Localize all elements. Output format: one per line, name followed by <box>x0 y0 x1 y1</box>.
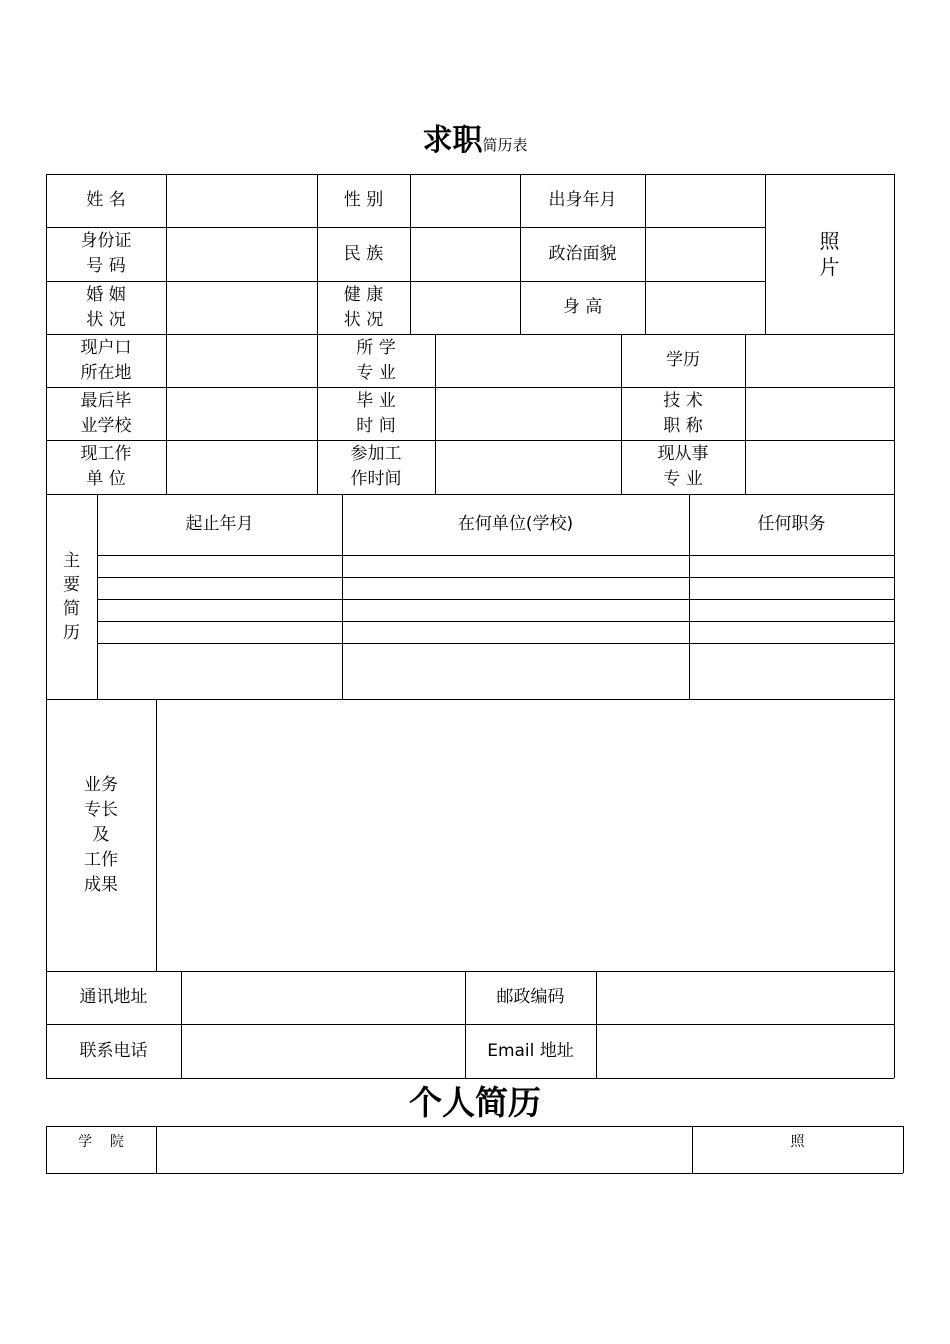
label-work-start: 参加工 作时间 <box>350 444 402 489</box>
grid-line <box>903 1126 904 1173</box>
label-ethnic: 民 族 <box>343 243 384 264</box>
photo-field[interactable] <box>766 175 893 333</box>
email-field[interactable] <box>597 1025 893 1077</box>
label-name: 姓 名 <box>86 190 126 210</box>
label-graduation: 毕 业 时 间 <box>356 390 396 436</box>
label-marital: 婚 姻 状 况 <box>86 284 126 330</box>
label-hukou: 现户口 所在地 <box>80 337 132 383</box>
tech-title-field[interactable] <box>746 388 893 439</box>
phone-field[interactable] <box>182 1025 464 1077</box>
birth-field[interactable] <box>646 175 764 226</box>
name-field[interactable] <box>167 175 316 226</box>
label-major: 所 学 专 业 <box>356 337 396 383</box>
label-resume-side: 主 要 简 历 <box>63 550 80 643</box>
label-period: 起止年月 <box>185 514 254 534</box>
gender-field[interactable] <box>411 175 519 226</box>
grid-line <box>46 1078 894 1079</box>
grid-line <box>46 1173 903 1174</box>
label-position: 任何职务 <box>757 514 826 534</box>
label-postal: 邮政编码 <box>496 987 565 1007</box>
label-skills: 业务 专长 及 工作 成果 <box>84 774 118 895</box>
education-field[interactable] <box>746 335 893 386</box>
major-field[interactable] <box>436 335 620 386</box>
resume-history-rows[interactable] <box>98 556 893 698</box>
label-address: 通讯地址 <box>79 987 148 1007</box>
ethnic-field[interactable] <box>411 228 519 280</box>
label-college: 学 院 <box>78 1134 124 1150</box>
address-field[interactable] <box>182 972 464 1023</box>
label-height: 身 高 <box>562 297 603 317</box>
work-start-field[interactable] <box>436 441 620 493</box>
personal-resume-title: 个人简历 <box>409 1083 541 1122</box>
label-gender: 性 别 <box>343 190 384 210</box>
idcard-field[interactable] <box>167 228 316 280</box>
label-education: 学历 <box>666 350 700 370</box>
label-employer: 现工作 单 位 <box>80 444 132 489</box>
label-tech-title: 技 术 职 称 <box>663 390 703 436</box>
title-suffix: 简历表 <box>482 136 528 154</box>
label-email: Email 地址 <box>487 1040 574 1061</box>
label-phone: 联系电话 <box>79 1040 148 1061</box>
politics-field[interactable] <box>646 228 764 280</box>
label-health: 健 康 状 况 <box>343 284 384 330</box>
title-main: 求职 <box>422 123 483 158</box>
marital-field[interactable] <box>167 282 316 333</box>
skills-field[interactable] <box>157 700 893 970</box>
current-field-field[interactable] <box>746 441 893 493</box>
label-photo-2: 照 <box>790 1134 805 1150</box>
height-field[interactable] <box>646 282 764 333</box>
label-school: 最后毕 业学校 <box>80 390 132 436</box>
label-birth: 出身年月 <box>548 190 617 210</box>
label-politics: 政治面貌 <box>548 243 617 264</box>
label-idcard: 身份证 号 码 <box>80 231 132 276</box>
label-photo: 照 片 <box>819 229 840 279</box>
college-field[interactable] <box>157 1127 691 1172</box>
health-field[interactable] <box>411 282 519 333</box>
employer-field[interactable] <box>167 441 316 493</box>
postal-field[interactable] <box>597 972 893 1023</box>
hukou-field[interactable] <box>167 335 316 386</box>
graduation-field[interactable] <box>436 388 620 439</box>
label-current-field: 现从事 专 业 <box>657 444 709 489</box>
school-field[interactable] <box>167 388 316 439</box>
label-unit: 在何单位(学校) <box>457 514 574 534</box>
form-title <box>0 123 950 158</box>
grid-line <box>894 174 895 1078</box>
